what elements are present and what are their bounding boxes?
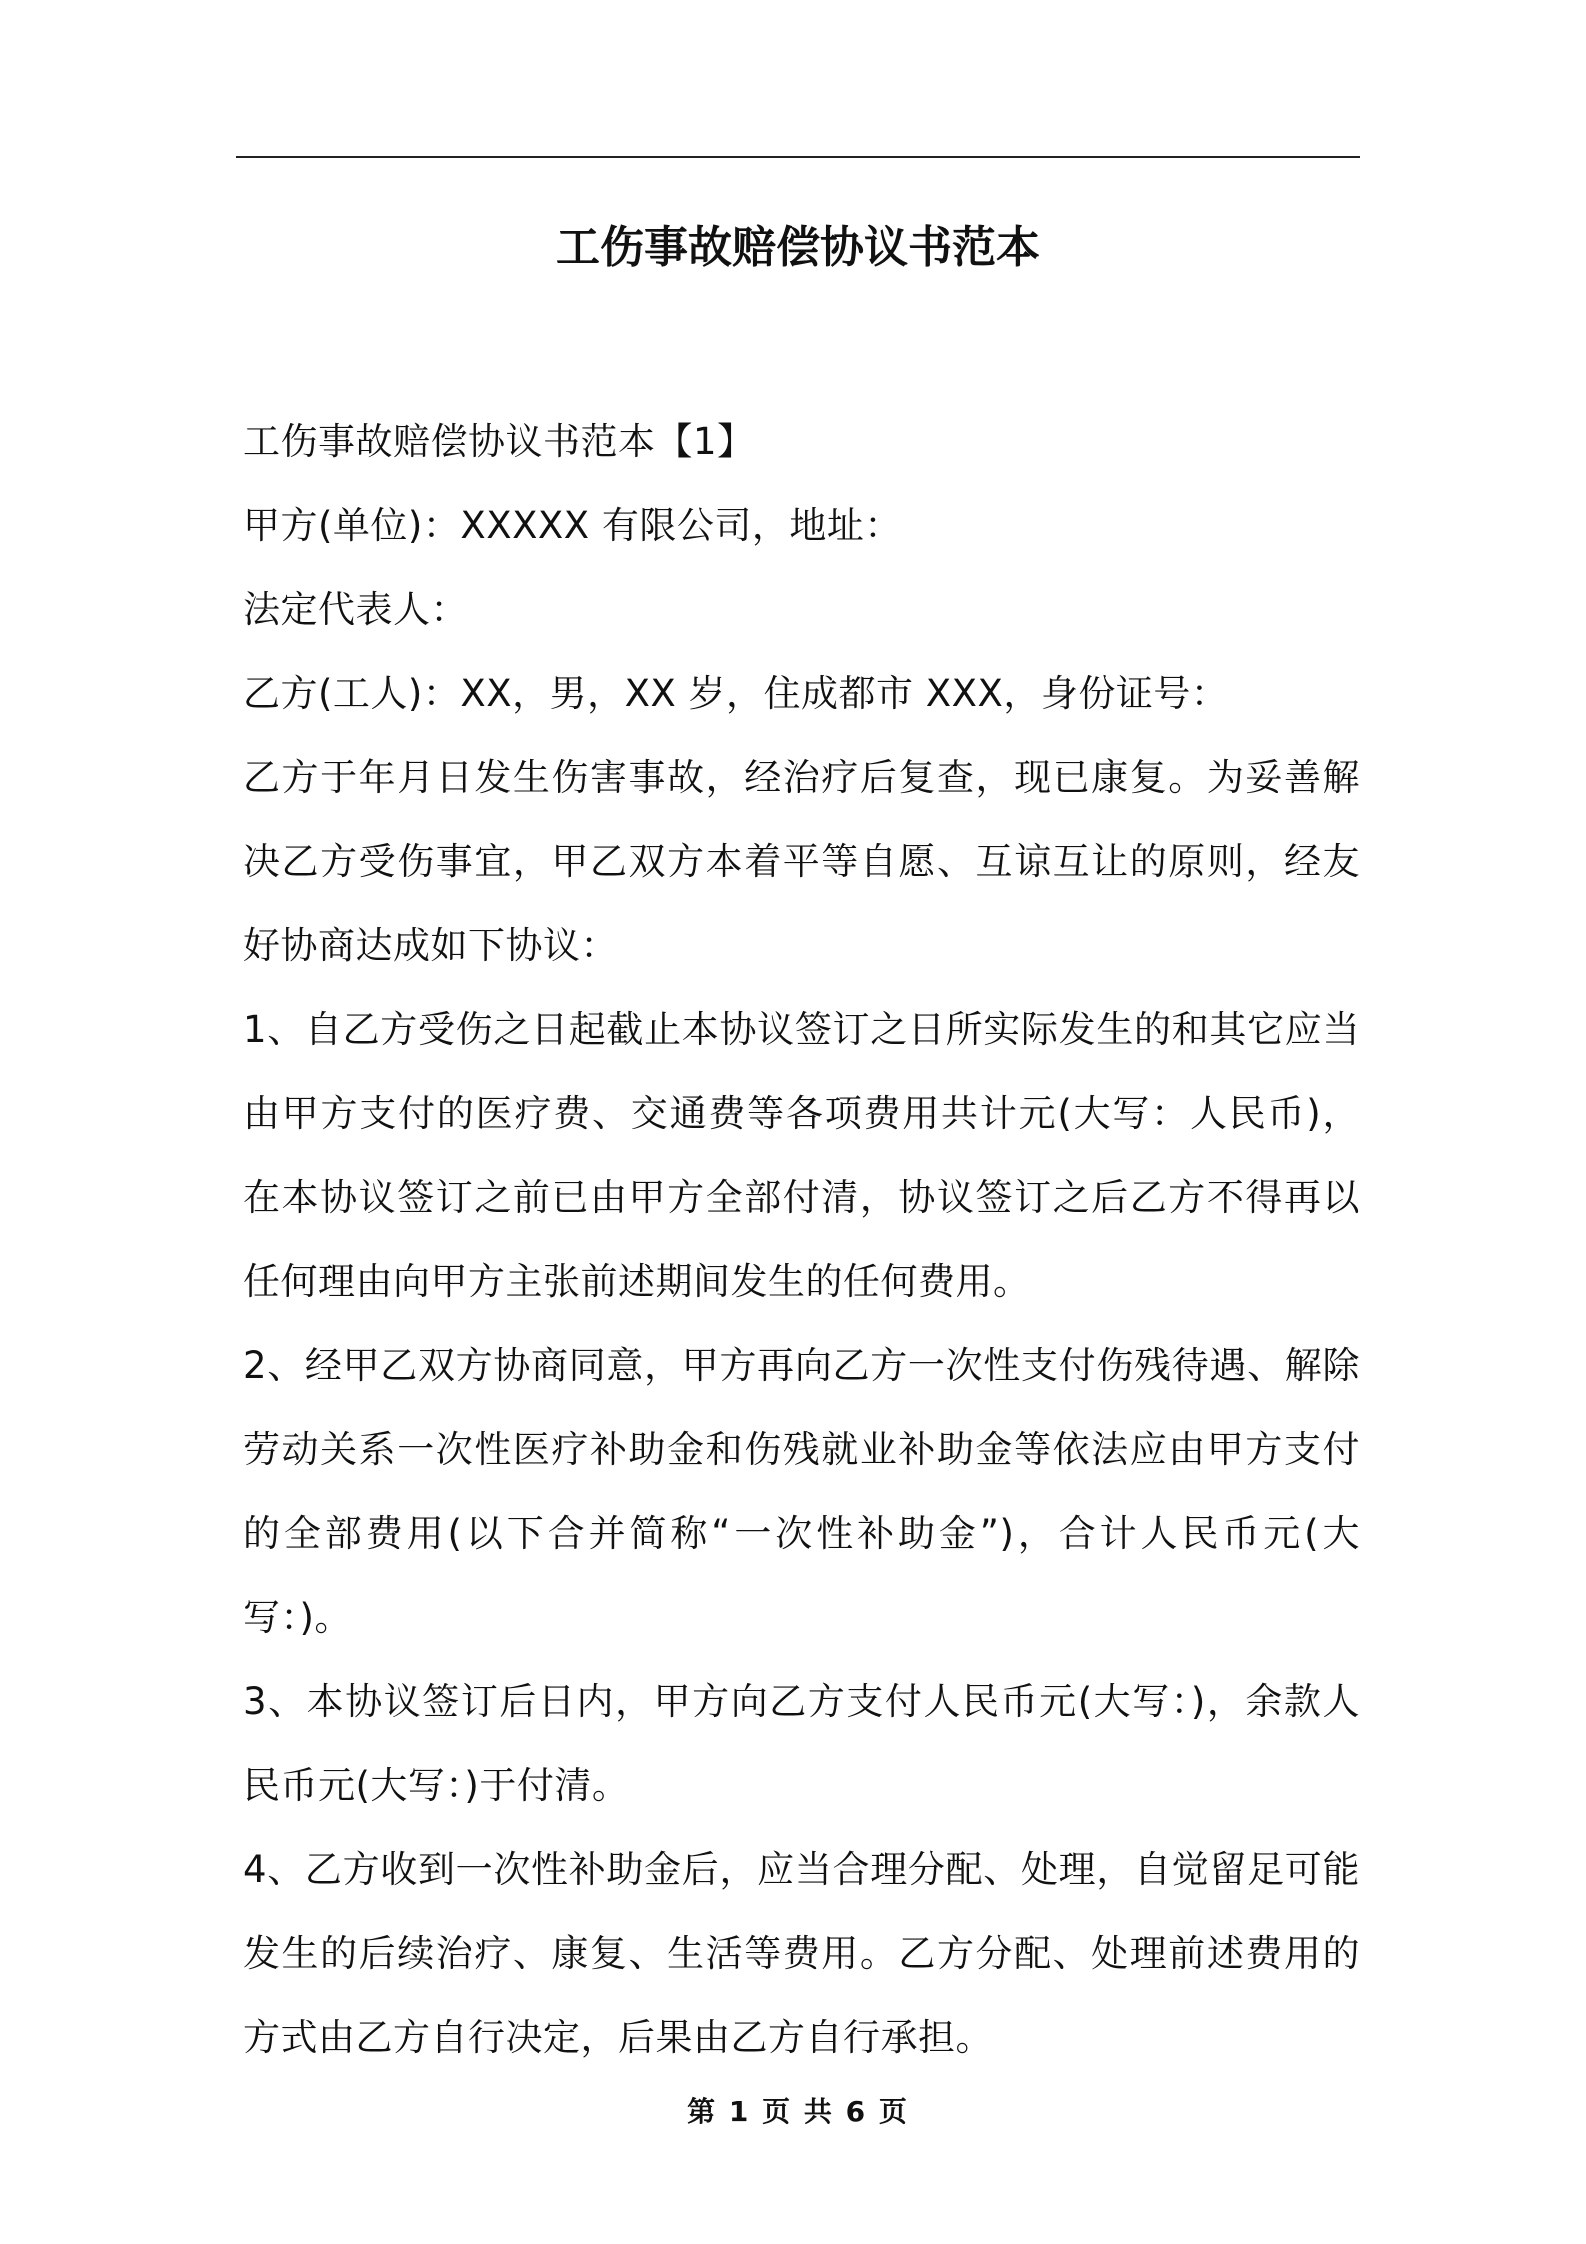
section-heading: 工伤事故赔偿协议书范本【1】 [243,420,755,463]
preamble-paragraph: 乙方于年月日发生伤害事故，经治疗后复查，现已康复。为妥善解决乙方受伤事宜，甲乙双方本着平等自愿、互谅互让的原则，经友好协商达成如下协议： [243,756,1360,967]
party-b-line: 乙方(工人)：XX，男，XX 岁，住成都市 XXX，身份证号： [243,672,1229,715]
document-title: 工伤事故赔偿协议书范本 [556,222,1040,273]
header-divider [236,156,1360,158]
legal-representative-line: 法定代表人： [243,588,468,631]
clause-3: 3、本协议签订后日内，甲方向乙方支付人民币元(大写：)，余款人民币元(大写：)于付清。 [243,1680,1360,1807]
document-body [243,400,1360,2080]
clause-1: 1、自乙方受伤之日起截止本协议签订之日所实际发生的和其它应当由甲方支付的医疗费、交通费等各项费用共计元(大写：人民币)，在本协议签订之前已由甲方全部付清，协议签订之后乙方不得再以任何理由向甲方主张前述期间发生的任何费用。 [243,1008,1360,1303]
party-a-line: 甲方(单位)：XXXXX 有限公司，地址： [243,504,902,547]
page-number-footer: 第 1 页 共 6 页 [687,2095,909,2128]
clause-2: 2、经甲乙双方协商同意，甲方再向乙方一次性支付伤残待遇、解除劳动关系一次性医疗补助金和伤残就业补助金等依法应由甲方支付的全部费用(以下合并简称“一次性补助金”)，合计人民币元(大写：)。 [243,1344,1360,1639]
clause-4: 4、乙方收到一次性补助金后，应当合理分配、处理，自觉留足可能发生的后续治疗、康复、生活等费用。乙方分配、处理前述费用的方式由乙方自行决定，后果由乙方自行承担。 [243,1848,1360,2059]
